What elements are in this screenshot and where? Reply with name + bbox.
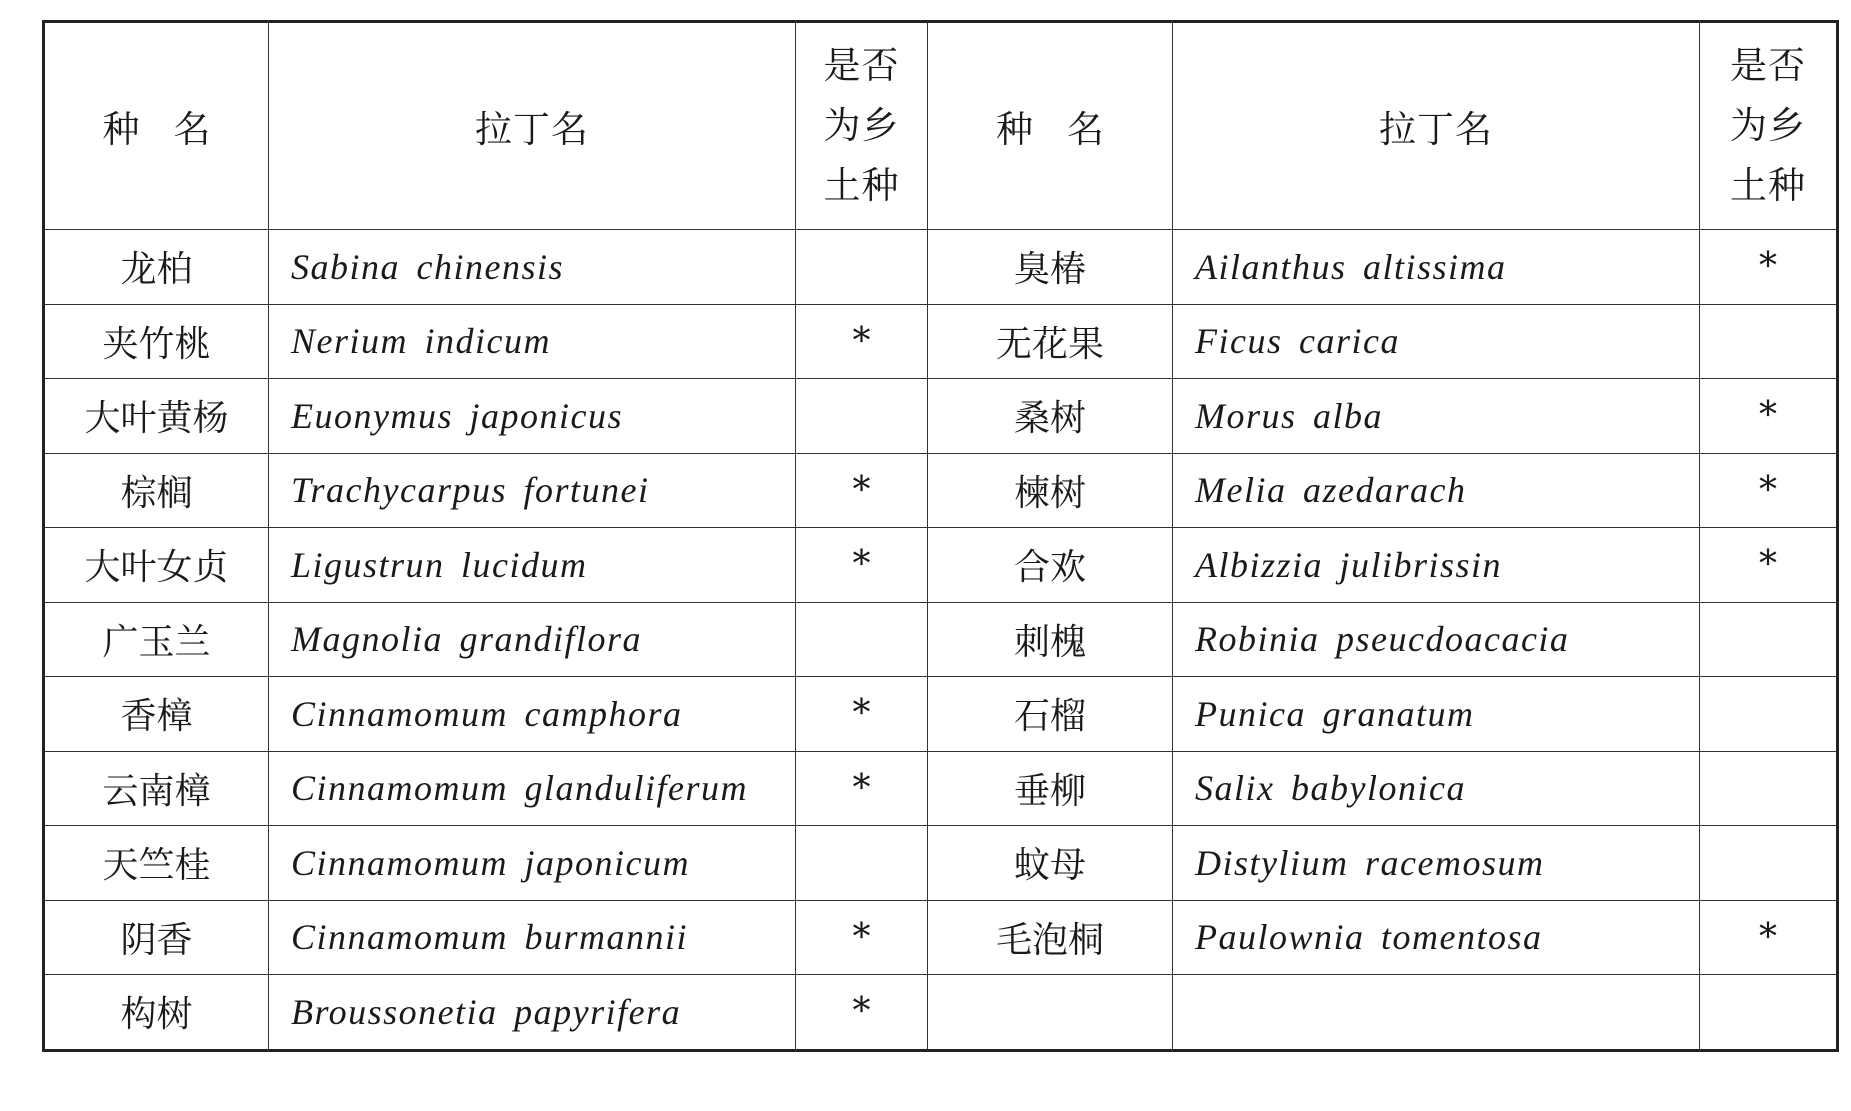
species-name-cell-left: 阴香 <box>44 900 269 975</box>
header-native-line: 是否 <box>1730 44 1806 87</box>
species-name-cell-left: 构树 <box>44 975 269 1051</box>
native-mark-cell-left <box>796 826 928 901</box>
species-name-cell-left: 大叶女贞 <box>44 528 269 603</box>
species-name-cell-right: 臭椿 <box>928 230 1173 305</box>
native-mark-cell-right <box>1700 975 1838 1051</box>
table-row <box>44 751 1838 826</box>
latin-name-cell-right: Albizzia julibrissin <box>1173 528 1700 603</box>
header-native-line: 土种 <box>823 164 900 207</box>
native-mark-cell-right: * <box>1700 453 1838 528</box>
native-mark-cell-left <box>796 602 928 677</box>
native-mark-cell-right <box>1700 602 1838 677</box>
species-name-cell-right: 蚊母 <box>928 826 1173 901</box>
native-mark-cell-right: * <box>1700 379 1838 454</box>
species-name-cell-right: 石榴 <box>928 677 1173 752</box>
header-native-left <box>796 22 928 230</box>
species-name-cell-right: 无花果 <box>928 304 1173 379</box>
native-mark-cell-left: * <box>796 900 928 975</box>
native-mark-cell-right <box>1700 826 1838 901</box>
latin-name-cell-left: Nerium indicum <box>269 304 796 379</box>
table-row <box>44 453 1838 528</box>
species-table <box>42 20 1839 1052</box>
header-native-right <box>1700 22 1838 230</box>
latin-name-cell-right: Ficus carica <box>1173 304 1700 379</box>
header-species-name-left: 种名 <box>44 22 269 230</box>
table-row <box>44 304 1838 379</box>
species-name-cell-right: 合欢 <box>928 528 1173 603</box>
table-row <box>44 379 1838 454</box>
latin-name-cell-left: Magnolia grandiflora <box>269 602 796 677</box>
native-mark-cell-right: * <box>1700 230 1838 305</box>
latin-name-cell-right: Punica granatum <box>1173 677 1700 752</box>
header-species-name-right: 种名 <box>928 22 1173 230</box>
table-row <box>44 677 1838 752</box>
native-mark-cell-left <box>796 379 928 454</box>
species-name-cell-left: 大叶黄杨 <box>44 379 269 454</box>
species-table-container <box>42 20 1836 1052</box>
header-latin-name-left: 拉丁名 <box>269 22 796 230</box>
latin-name-cell-right: Paulownia tomentosa <box>1173 900 1700 975</box>
header-latin-name-right: 拉丁名 <box>1173 22 1700 230</box>
native-mark-cell-right: * <box>1700 528 1838 603</box>
native-mark-cell-right <box>1700 304 1838 379</box>
species-name-cell-right: 桑树 <box>928 379 1173 454</box>
latin-name-cell-left: Broussonetia papyrifera <box>269 975 796 1051</box>
table-row <box>44 230 1838 305</box>
table-body <box>44 230 1838 1051</box>
latin-name-cell-left: Cinnamomum glanduliferum <box>269 751 796 826</box>
table-row <box>44 900 1838 975</box>
latin-name-cell-right: Distylium racemosum <box>1173 826 1700 901</box>
species-name-cell-left: 香樟 <box>44 677 269 752</box>
latin-name-cell-left: Ligustrun lucidum <box>269 528 796 603</box>
species-name-cell-left: 龙柏 <box>44 230 269 305</box>
native-mark-cell-right: * <box>1700 900 1838 975</box>
species-name-cell-right: 毛泡桐 <box>928 900 1173 975</box>
table-header <box>44 22 1838 230</box>
native-mark-cell-left: * <box>796 453 928 528</box>
species-name-cell-left: 夹竹桃 <box>44 304 269 379</box>
species-name-cell-right: 垂柳 <box>928 751 1173 826</box>
native-mark-cell-left: * <box>796 975 928 1051</box>
latin-name-cell-left: Trachycarpus fortunei <box>269 453 796 528</box>
species-name-cell-right: 刺槐 <box>928 602 1173 677</box>
species-name-cell-left: 云南樟 <box>44 751 269 826</box>
header-row <box>44 22 1838 230</box>
header-native-line: 土种 <box>1730 164 1806 207</box>
native-mark-cell-left: * <box>796 677 928 752</box>
latin-name-cell-left: Euonymus japonicus <box>269 379 796 454</box>
header-native-line: 为乡 <box>1730 104 1806 147</box>
species-name-cell-left: 广玉兰 <box>44 602 269 677</box>
table-row <box>44 602 1838 677</box>
header-native-line: 是否 <box>823 44 900 87</box>
species-name-cell-right <box>928 975 1173 1051</box>
native-mark-cell-left: * <box>796 304 928 379</box>
latin-name-cell-right: Robinia pseucdoacacia <box>1173 602 1700 677</box>
latin-name-cell-right: Ailanthus altissima <box>1173 230 1700 305</box>
native-mark-cell-right <box>1700 751 1838 826</box>
table-row <box>44 826 1838 901</box>
latin-name-cell-left: Cinnamomum burmannii <box>269 900 796 975</box>
latin-name-cell-left: Cinnamomum camphora <box>269 677 796 752</box>
species-name-cell-left: 棕榈 <box>44 453 269 528</box>
latin-name-cell-right: Salix babylonica <box>1173 751 1700 826</box>
species-name-cell-right: 楝树 <box>928 453 1173 528</box>
species-name-cell-left: 天竺桂 <box>44 826 269 901</box>
header-native-line: 为乡 <box>823 104 900 147</box>
native-mark-cell-left <box>796 230 928 305</box>
latin-name-cell-right: Morus alba <box>1173 379 1700 454</box>
table-row <box>44 975 1838 1051</box>
native-mark-cell-left: * <box>796 751 928 826</box>
native-mark-cell-left: * <box>796 528 928 603</box>
latin-name-cell-left: Sabina chinensis <box>269 230 796 305</box>
table-row <box>44 528 1838 603</box>
latin-name-cell-left: Cinnamomum japonicum <box>269 826 796 901</box>
latin-name-cell-right: Melia azedarach <box>1173 453 1700 528</box>
latin-name-cell-right <box>1173 975 1700 1051</box>
native-mark-cell-right <box>1700 677 1838 752</box>
